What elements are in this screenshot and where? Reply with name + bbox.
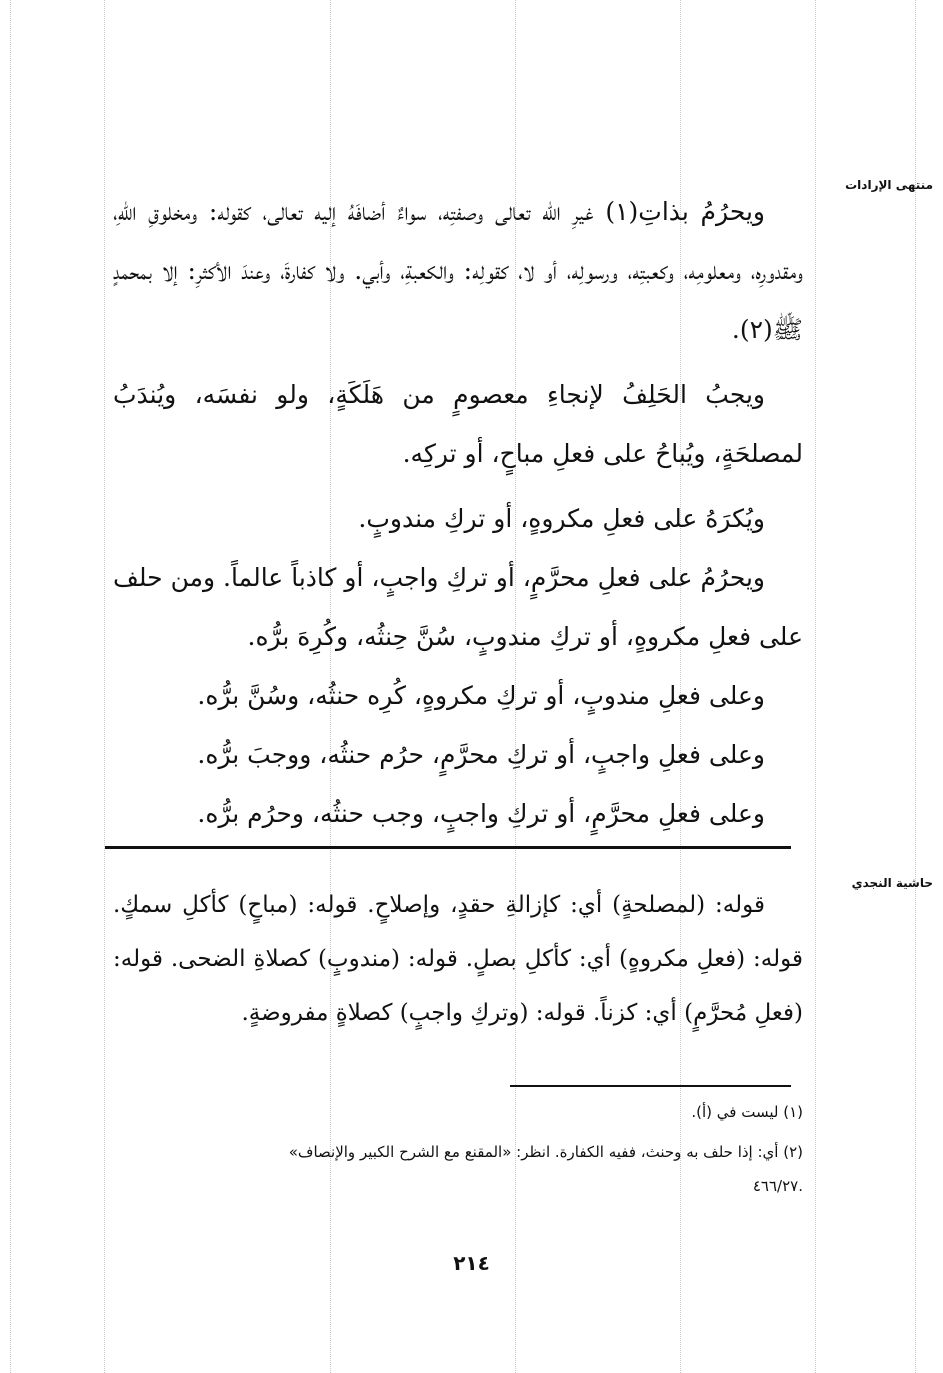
main-text-body	[113, 182, 803, 843]
main-paragraph: وعلى فعلِ واجبٍ، أو تركِ محرَّمٍ، حرُم حنثُه، ووجبَ برُّه.	[197, 740, 765, 769]
margin-label-hashiya: حاشية النجدي	[851, 876, 933, 890]
main-paragraph: ويُكرَهُ على فعلِ مكروهٍ، أو تركِ مندوبٍ.	[358, 504, 765, 533]
margin-guide-line	[815, 0, 816, 1373]
footnote-divider	[510, 1085, 791, 1087]
margin-guide-line	[915, 0, 916, 1373]
section-divider	[105, 846, 791, 849]
main-paragraph: ويجبُ الحَلِفُ لإنجاءِ معصومٍ من هَلَكَةٍ، ولو نفسَه، ويُندَبُ لمصلحَةٍ، ويُباحُ على فعلِ مباحٍ، أو تركِه.	[113, 380, 803, 468]
margin-label-main-text: منتهى الإرادات	[845, 178, 933, 192]
hashiya-paragraph: قوله: (لمصلحةٍ) أي: كإزالةِ حقدٍ، وإصلاحٍ. قوله: (مباحٍ) كأكلِ سمكٍ. قوله: (فعلِ مكروهٍ) أي: كأكلِ بصلٍ. قوله: (مندوبٍ) كصلاةِ الضحى. قوله: (فعلِ مُحرَّمٍ) أي: كزناً. قوله: (وتركِ واجبٍ) كصلاةٍ مفروضةٍ.	[113, 892, 804, 1026]
main-paragraph: وعلى فعلِ مندوبٍ، أو تركِ مكروهٍ، كُرِه حنثُه، وسُنَّ برُّه.	[197, 681, 765, 710]
footnotes	[113, 1100, 803, 1214]
page-number: ٢١٤	[453, 1251, 490, 1275]
hashiya-commentary	[113, 878, 803, 1040]
footnote-item: (١) ليست في (أ).	[691, 1103, 803, 1121]
margin-guide-line	[104, 0, 105, 1373]
main-paragraph: وعلى فعلِ محرَّمٍ، أو تركِ واجبٍ، وجب حنثُه، وحرُم برُّه.	[197, 799, 765, 828]
main-paragraph: ويحرُمُ بذاتِ(١) غيرِ الله تعالى وصفتِه، سواءٌ أضافَهُ إليه تعالى، كقوله: ومخلوقِ اللهِ، ومقدورِه، ومعلومِه، وكعبتِه، ورسولِه، أو لا، كقولِه: والكعبةِ، وأبي. ولا كفارةَ، وعندَ الأكثرِ: إلا بمحمدٍ ﷺ(٢).	[113, 197, 803, 344]
footnote-item: (٢) أي: إذا حلف به وحنث، ففيه الكفارة. انظر: «المقنع مع الشرح الكبير والإنصاف»	[288, 1143, 803, 1161]
main-paragraph: ويحرُمُ على فعلِ محرَّمٍ، أو تركِ واجبٍ، أو كاذباً عالماً. ومن حلف على فعلِ مكروهٍ، أو تركِ مندوبٍ، سُنَّ حِنثُه، وكُرِهَ برُّه.	[113, 563, 803, 651]
margin-guide-line	[10, 0, 11, 1373]
footnote-item: .٤٦٦/٢٧	[752, 1177, 803, 1195]
